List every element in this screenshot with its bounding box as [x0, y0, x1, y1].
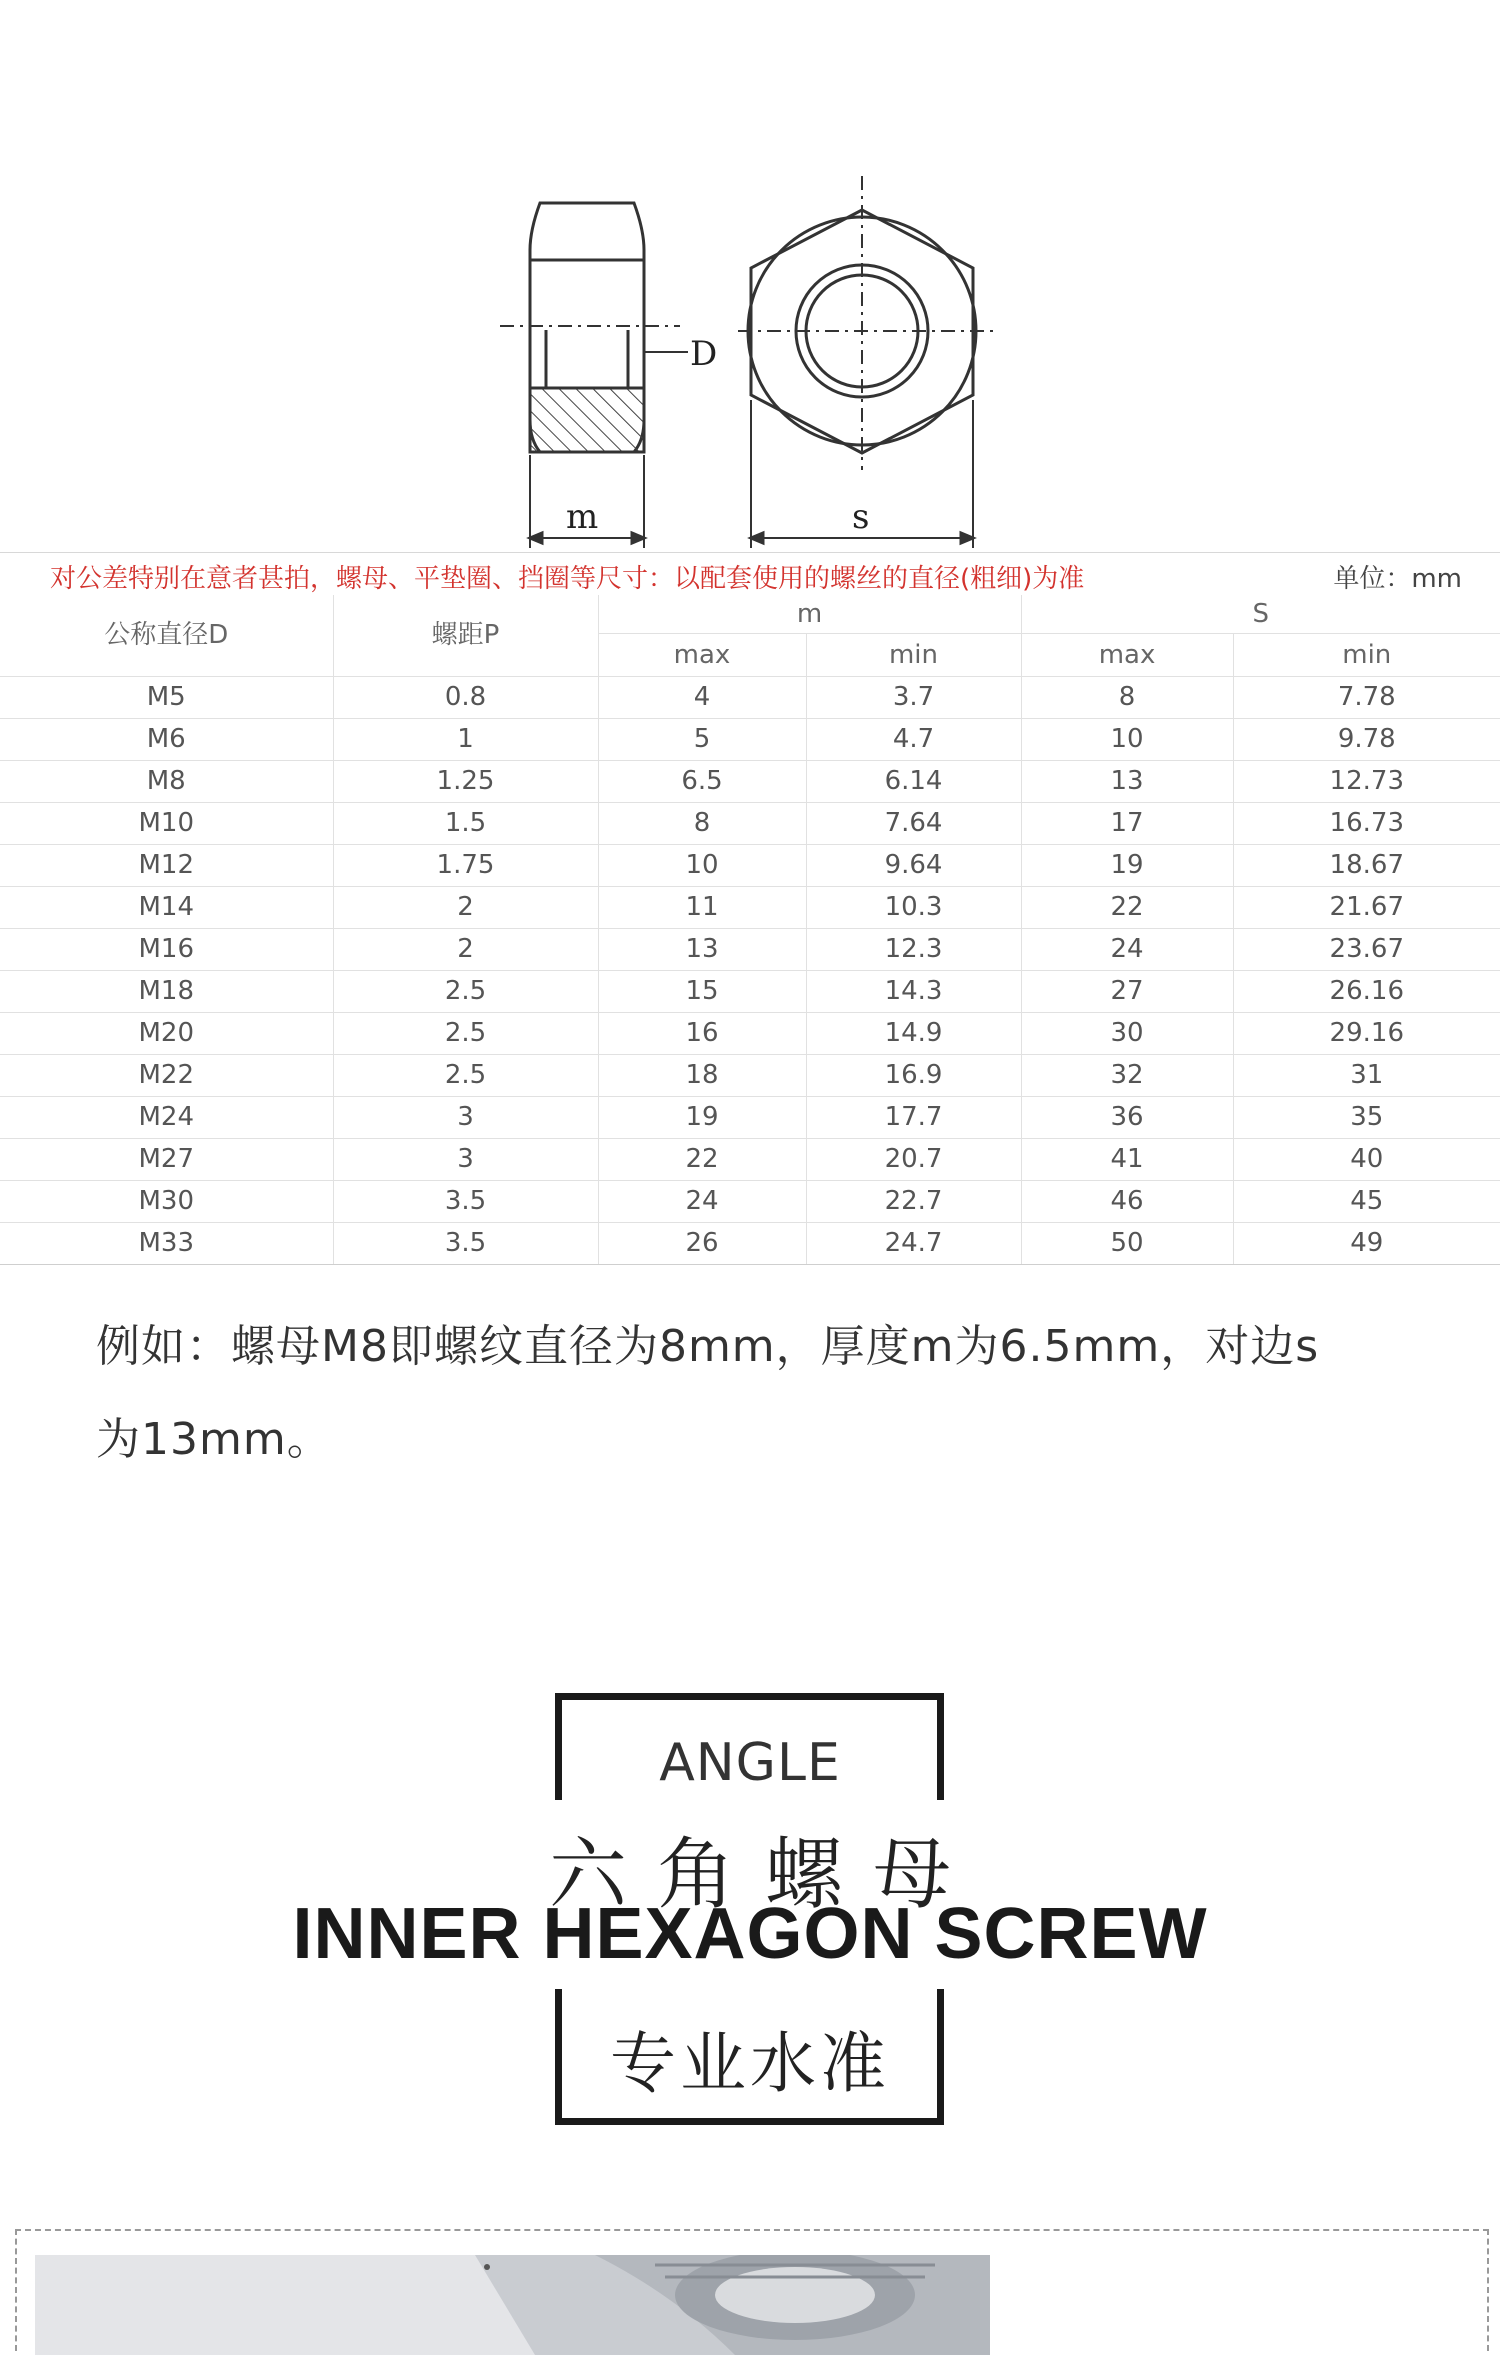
cell-s-max: 24	[1021, 929, 1233, 971]
cell-s-min: 9.78	[1233, 719, 1500, 761]
cell-s-max: 19	[1021, 845, 1233, 887]
cell-m-min: 14.3	[806, 971, 1021, 1013]
cell-nominal: M16	[0, 929, 333, 971]
cell-m-max: 5	[598, 719, 806, 761]
cell-s-min: 7.78	[1233, 677, 1500, 719]
cell-s-max: 50	[1021, 1223, 1233, 1265]
cell-nominal: M5	[0, 677, 333, 719]
cell-nominal: M10	[0, 803, 333, 845]
cell-s-min: 49	[1233, 1223, 1500, 1265]
cell-nominal: M24	[0, 1097, 333, 1139]
table-row	[0, 971, 1500, 1013]
cell-s-max: 10	[1021, 719, 1233, 761]
cell-m-min: 24.7	[806, 1223, 1021, 1265]
cell-nominal: M6	[0, 719, 333, 761]
table-row	[0, 803, 1500, 845]
cell-m-max: 19	[598, 1097, 806, 1139]
cell-s-max: 22	[1021, 887, 1233, 929]
cell-m-min: 12.3	[806, 929, 1021, 971]
cell-m-min: 20.7	[806, 1139, 1021, 1181]
cell-nominal: M33	[0, 1223, 333, 1265]
table-row	[0, 1181, 1500, 1223]
table-row	[0, 719, 1500, 761]
cell-pitch: 2	[333, 887, 598, 929]
cell-nominal: M8	[0, 761, 333, 803]
table-note-row	[0, 552, 1500, 595]
cell-m-max: 11	[598, 887, 806, 929]
cell-m-min: 22.7	[806, 1181, 1021, 1223]
cell-m-max: 4	[598, 677, 806, 719]
cell-s-min: 31	[1233, 1055, 1500, 1097]
cell-s-min: 35	[1233, 1097, 1500, 1139]
cell-m-min: 14.9	[806, 1013, 1021, 1055]
cell-nominal: M27	[0, 1139, 333, 1181]
cell-s-min: 26.16	[1233, 971, 1500, 1013]
cell-nominal: M12	[0, 845, 333, 887]
cell-m-min: 3.7	[806, 677, 1021, 719]
cell-pitch: 1	[333, 719, 598, 761]
example-line-1: 例如：螺母M8即螺纹直径为8mm，厚度m为6.5mm，对边s	[96, 1321, 1320, 1372]
header-m: m	[598, 595, 1021, 634]
cell-s-min: 21.67	[1233, 887, 1500, 929]
cell-m-max: 22	[598, 1139, 806, 1181]
cell-pitch: 3	[333, 1097, 598, 1139]
cell-m-min: 4.7	[806, 719, 1021, 761]
example-line-2: 为13mm。	[96, 1414, 332, 1465]
label-d: D	[690, 334, 718, 374]
cell-pitch: 0.8	[333, 677, 598, 719]
cell-s-max: 13	[1021, 761, 1233, 803]
cell-m-min: 7.64	[806, 803, 1021, 845]
cell-s-min: 16.73	[1233, 803, 1500, 845]
cell-m-max: 13	[598, 929, 806, 971]
cell-pitch: 2	[333, 929, 598, 971]
tolerance-note: 对公差特别在意者甚拍，螺母、平垫圈、挡圈等尺寸：以配套使用的螺丝的直径(粗细)为准	[50, 564, 1085, 594]
cell-s-min: 40	[1233, 1139, 1500, 1181]
table-row	[0, 929, 1500, 971]
cell-m-max: 15	[598, 971, 806, 1013]
table-row	[0, 1097, 1500, 1139]
cell-s-min: 18.67	[1233, 845, 1500, 887]
table-row	[0, 1223, 1500, 1265]
cell-s-max: 41	[1021, 1139, 1233, 1181]
cell-s-min: 23.67	[1233, 929, 1500, 971]
header-s: S	[1021, 595, 1500, 634]
nut-drawing-svg	[0, 0, 1500, 560]
cell-s-max: 8	[1021, 677, 1233, 719]
cell-nominal: M20	[0, 1013, 333, 1055]
cell-pitch: 3.5	[333, 1181, 598, 1223]
cell-s-max: 30	[1021, 1013, 1233, 1055]
cell-pitch: 2.5	[333, 1055, 598, 1097]
cell-pitch: 3.5	[333, 1223, 598, 1265]
cell-s-min: 12.73	[1233, 761, 1500, 803]
cell-m-min: 9.64	[806, 845, 1021, 887]
cell-pitch: 3	[333, 1139, 598, 1181]
nut-photo	[35, 2255, 990, 2355]
frame-top	[555, 1693, 944, 1700]
cell-m-max: 10	[598, 845, 806, 887]
cell-pitch: 1.75	[333, 845, 598, 887]
header-s-min: min	[1233, 634, 1500, 677]
cell-s-min: 45	[1233, 1181, 1500, 1223]
cell-m-min: 6.14	[806, 761, 1021, 803]
table-row	[0, 677, 1500, 719]
table-row	[0, 1055, 1500, 1097]
cell-s-max: 36	[1021, 1097, 1233, 1139]
table-row	[0, 887, 1500, 929]
cell-s-max: 32	[1021, 1055, 1233, 1097]
table-row	[0, 761, 1500, 803]
cell-m-min: 10.3	[806, 887, 1021, 929]
cell-m-min: 17.7	[806, 1097, 1021, 1139]
header-m-min: min	[806, 634, 1021, 677]
spec-table	[0, 552, 1500, 1265]
example-text	[96, 1300, 1426, 1486]
title-angle: ANGLE	[659, 1733, 841, 1793]
label-m: m	[566, 497, 599, 537]
cell-nominal: M18	[0, 971, 333, 1013]
cell-pitch: 2.5	[333, 1013, 598, 1055]
header-row	[0, 595, 1500, 634]
title-subtitle: 专业水准	[610, 2025, 890, 2102]
table-body	[0, 677, 1500, 1265]
header-nominal: 公称直径D	[0, 595, 333, 677]
cell-m-min: 16.9	[806, 1055, 1021, 1097]
header-m-max: max	[598, 634, 806, 677]
cell-m-max: 18	[598, 1055, 806, 1097]
cell-pitch: 1.25	[333, 761, 598, 803]
top-view	[738, 176, 996, 548]
cell-nominal: M22	[0, 1055, 333, 1097]
cell-pitch: 1.5	[333, 803, 598, 845]
nut-photo-art	[35, 2255, 990, 2355]
label-s: s	[852, 497, 870, 537]
cell-m-max: 8	[598, 803, 806, 845]
cell-pitch: 2.5	[333, 971, 598, 1013]
table-row	[0, 1139, 1500, 1181]
header-s-max: max	[1021, 634, 1233, 677]
cell-nominal: M30	[0, 1181, 333, 1223]
cell-m-max: 24	[598, 1181, 806, 1223]
cell-s-max: 17	[1021, 803, 1233, 845]
cell-s-min: 29.16	[1233, 1013, 1500, 1055]
header-pitch: 螺距P	[333, 595, 598, 677]
cell-s-max: 46	[1021, 1181, 1233, 1223]
nut-drawing	[0, 0, 1500, 560]
cell-m-max: 6.5	[598, 761, 806, 803]
unit-label: 单位：mm	[1333, 564, 1462, 594]
cell-nominal: M14	[0, 887, 333, 929]
cell-s-max: 27	[1021, 971, 1233, 1013]
frame-bottom	[555, 2118, 944, 2125]
table-row	[0, 1013, 1500, 1055]
title-chinese: 六角螺母	[548, 1830, 981, 1920]
table-row	[0, 845, 1500, 887]
cell-m-max: 26	[598, 1223, 806, 1265]
title-english: INNER HEXAGON SCREW	[292, 1894, 1208, 1974]
dimension-table	[0, 595, 1500, 1265]
photo-panel	[15, 2229, 1489, 2351]
cell-m-max: 16	[598, 1013, 806, 1055]
